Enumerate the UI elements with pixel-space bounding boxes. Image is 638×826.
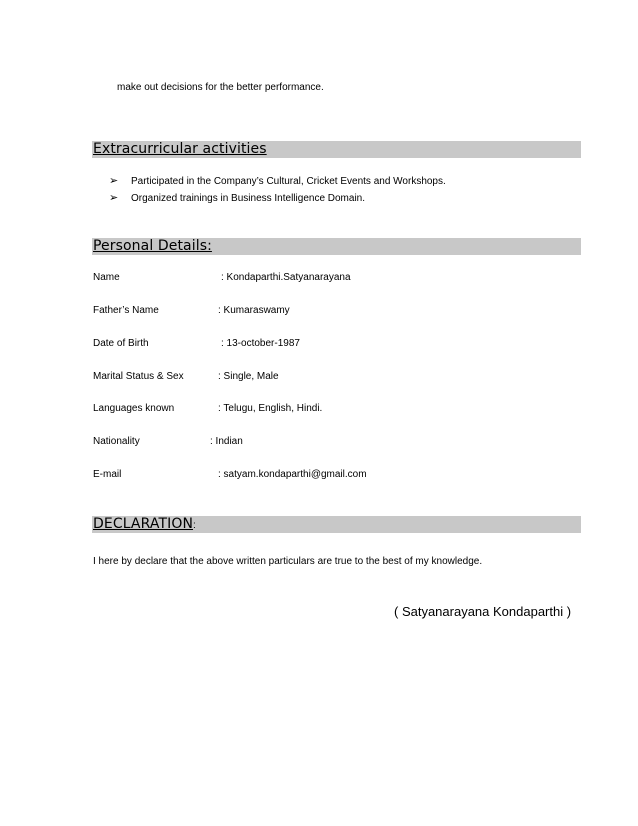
languages-label: Languages known	[93, 403, 175, 414]
declaration-heading: DECLARATION	[93, 516, 194, 532]
email-value: : satyam.kondaparthi@gmail.com	[218, 469, 367, 480]
fathers-name-value: : Kumaraswamy	[218, 305, 290, 316]
intro-text: make out decisions for the better performance.	[117, 82, 324, 93]
name-value: : Kondaparthi.Satyanarayana	[221, 272, 351, 283]
signature: ( Satyanarayana Kondaparthi )	[394, 604, 572, 619]
nationality-label: Nationality	[93, 436, 140, 447]
list-item	[109, 175, 446, 188]
list-item-text: Participated in the Company’s Cultural, Cricket Events and Workshops.	[131, 176, 446, 187]
email-label: E-mail	[93, 469, 122, 480]
personal-details-heading: Personal Details:	[93, 238, 212, 254]
arrow-bullet-icon: ➢	[109, 192, 119, 204]
marital-status-value: : Single, Male	[218, 371, 279, 382]
date-of-birth-value: : 13-october-1987	[221, 338, 300, 349]
fathers-name-label: Father’s Name	[93, 305, 159, 316]
declaration-text: I here by declare that the above written particulars are true to the best of my knowledge.	[93, 556, 483, 567]
languages-value: : Telugu, English, Hindi.	[218, 403, 323, 414]
date-of-birth-label: Date of Birth	[93, 338, 149, 349]
nationality-value: : Indian	[210, 436, 243, 447]
list-item-text: Organized trainings in Business Intelligence Domain.	[131, 193, 366, 204]
list-item	[109, 192, 365, 205]
arrow-bullet-icon: ➢	[109, 175, 119, 187]
extracurricular-heading: Extracurricular activities	[93, 141, 267, 157]
declaration-heading-wrap	[93, 516, 196, 534]
marital-status-label: Marital Status & Sex	[93, 371, 184, 382]
name-label: Name	[93, 272, 120, 283]
declaration-heading-colon: :	[193, 520, 196, 531]
